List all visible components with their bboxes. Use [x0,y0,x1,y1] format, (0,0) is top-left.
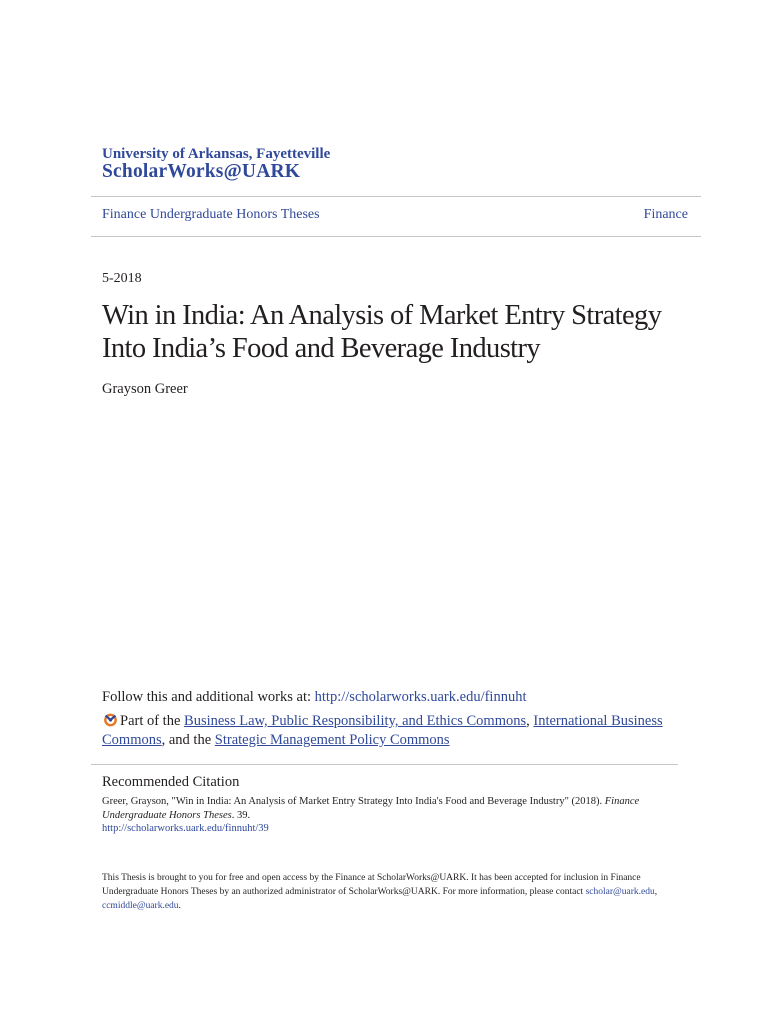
commons-link-international-business[interactable]: International Business Commons [102,713,663,748]
commons-link-strategic-management[interactable]: Strategic Management Policy Commons [214,732,450,748]
citation-url-link[interactable]: http://scholarworks.uark.edu/finnuht/39 [102,823,269,834]
open-access-icon [102,711,119,727]
recommended-citation-heading: Recommended Citation [102,774,240,790]
contact-email-ccmiddle[interactable]: ccmiddle@uark.edu [102,901,179,911]
citation-text [102,795,662,823]
paper-author: Grayson Greer [102,381,188,397]
commons-link-business-law[interactable]: Business Law, Public Responsibility, and Ethics Commons [184,713,527,729]
follow-line [102,689,526,706]
paper-title: Win in India: An Analysis of Market Entry Strategy Into India’s Food and Beverage Industry [102,300,662,364]
part-of-sep-1: , [526,713,534,729]
citation-number: . 39. [231,810,251,821]
citation-body: Greer, Grayson, "Win in India: An Analysis of Market Entry Strategy Into India's Food and Beverage Industry" (2018). [102,796,605,807]
department-link[interactable]: Finance [643,207,688,222]
header-divider-top [91,196,701,197]
follow-url-link[interactable]: http://scholarworks.uark.edu/finnuht [314,689,527,705]
access-notice [102,871,692,913]
notice-end: . [178,901,181,911]
publication-date: 5-2018 [102,271,142,286]
notice-sep: , [654,887,658,897]
citation-series: Finance Undergraduate Honors Theses [102,796,640,821]
series-link[interactable]: Finance Undergraduate Honors Theses [102,207,320,222]
contact-email-scholar[interactable]: scholar@uark.edu [585,887,655,897]
part-of-line [102,711,692,750]
notice-text: This Thesis is brought to you for free and open access by the Finance at ScholarWorks@UARK. It has been accepted for inclusion in Finance Undergraduate Honors Theses by an authorized administrator of ScholarWorks@UARK. For more information, please contact [102,873,641,897]
part-of-sep-2: , and the [161,732,215,748]
university-name[interactable]: University of Arkansas, Fayetteville [102,146,331,162]
follow-label: Follow this and additional works at: [102,689,315,705]
part-of-prefix: Part of the [120,713,185,729]
repository-name[interactable]: ScholarWorks@UARK [102,161,301,182]
header-divider-bottom [91,236,701,237]
citation-divider [91,764,678,765]
